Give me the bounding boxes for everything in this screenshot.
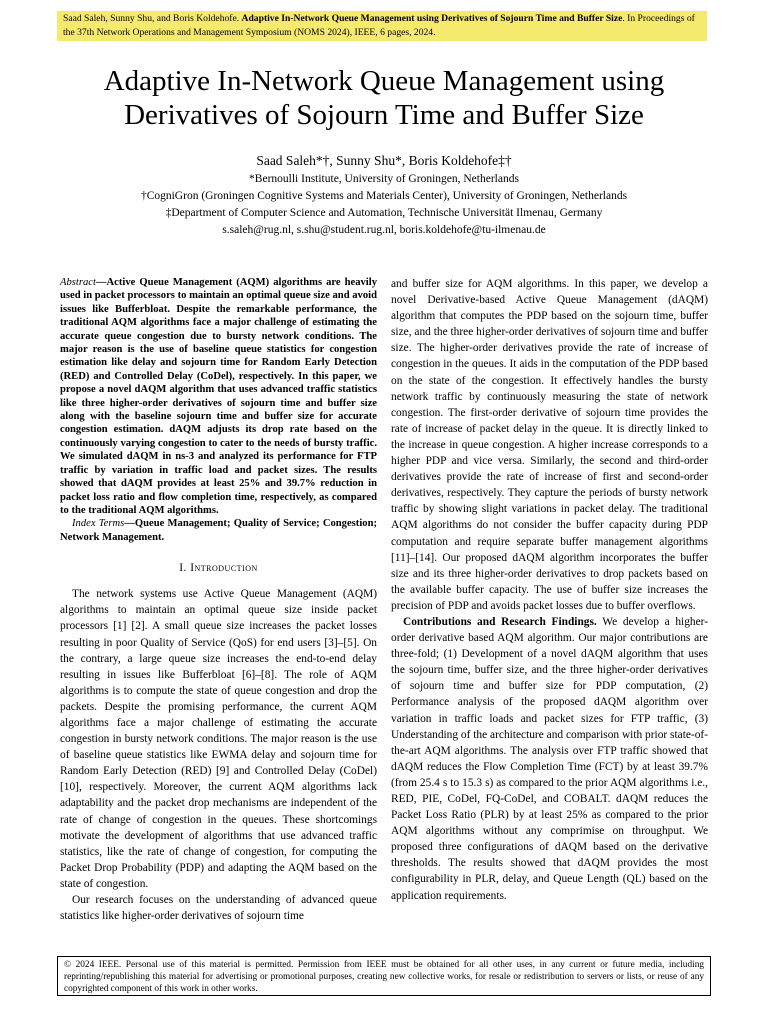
affiliation-bernoulli: *Bernoulli Institute, University of Groningen, Netherlands bbox=[249, 173, 519, 185]
intro-paragraph-1: The network systems use Active Queue Management (AQM) algorithms to maintain an optimal queue size inside packet processors [1] [2]. A small queue size increases the packet losses resulting in poor Quality of Service (QoS) for end users [3]–[5]. On the contrary, a large queue size increases the end-to-end delay resulting in issues like Bufferbloat [6]–[8]. The role of AQM algorithms is to compute the state of queue congestion and drop the packets. Despite the promising performance, the current AQM algorithms face a major challenge of estimating the accurate congestion in bursty network conditions. The major reason is the use of baseline queue statistics like EWMA delay and sojourn time for Random Early Detection (RED) [9] and Controlled Delay (CoDel) [10], respectively. Moreover, the current AQM algorithms lack adaptability and the packet drop mechanisms are independent of the rate of change of congestion in the queues. These shortcomings motivate the development of algorithms that use advanced traffic statistics, like the rate of change of congestion, for computing the Packet Drop Probability (PDP) and adapting the AQM based on the state of congestion. bbox=[60, 588, 377, 890]
contributions-paragraph bbox=[391, 614, 708, 904]
banner-venue: . In Proceedings of the 37th Network Operations and Management Symposium (NOMS 2024), IEEE, 6 pages, 2024. bbox=[63, 13, 695, 38]
index-terms-lead: Index Terms bbox=[72, 518, 125, 530]
intro-paragraph-2-left: Our research focuses on the understanding of advanced queue statistics like higher-order derivatives of sojourn time bbox=[60, 894, 377, 923]
affiliations bbox=[60, 171, 708, 239]
intro-paragraph-2-start bbox=[60, 892, 377, 924]
banner-title: Adaptive In-Network Queue Management using Derivatives of Sojourn Time and Buffer Size bbox=[241, 13, 623, 24]
affiliation-cognigron: †CogniGron (Groningen Cognitive Systems and Materials Center), University of Groningen, Netherlands bbox=[140, 190, 628, 202]
section-heading-introduction: I. Introduction bbox=[179, 562, 258, 575]
intro-paragraph-2-right: and buffer size for AQM algorithms. In this paper, we develop a novel Derivative-based Active Queue Management (dAQM) algorithm that computes the PDP based on the sojourn time, buffer size, and the three higher-order derivatives of sojourn time and buffer size. The higher-order derivatives provide the rate of increase of congestion in the queues. It aids in the computation of the PDP based on the state of the congestion. It effectively handles the bursty network traffic by continuously measuring the state of network congestion. The first-order derivative of sojourn time provides the rate of increase of packet delay in the queue. It is directly linked to the increase in queue congestion. A higher increase corresponds to a higher PDP and vice versa. Similarly, the second and third-order derivatives provide the rate of increase of first and second-order derivatives, respectively. They capture the periods of bursty network traffic by showing slight variations in packet delay. The traditional AQM algorithms do not consider the buffer capacity during PDP computation and require separate buffer management algorithms [11]–[14]. Our proposed dAQM algorithm incorporates the buffer size and its three higher-order derivatives to drop packets based on the available buffer capacity. The use of buffer size increases the precision of PDP and avoids packet losses due to buffer overflows. bbox=[391, 278, 708, 612]
abstract-text: —Active Queue Management (AQM) algorithms are heavily used in packet processors to maintain an optimal queue size and avoid issues like Bufferbloat. Despite the remarkable performance, the traditional AQM algorithms face a major challenge of estimating the accurate queue congestion due to bursty network conditions. The major reason is the use of baseline queue statistics for congestion estimation like delay and sojourn time for Random Early Detection (RED) and Controlled Delay (CoDel), respectively. In this paper, we propose a novel dAQM algorithm that uses advanced traffic statistics like three higher-order derivatives of sojourn time and buffer size along with the baseline sojourn time and buffer size for accurate congestion estimation. dAQM adjusts its drop rate based on the continuously varying congestion to cater to the needs of bursty traffic. We simulated dAQM in ns-3 and analyzed its performance for FTP traffic by variation in traffic load and packet sizes. The results showed that dAQM provides at least 25% and 39.7% reduction in packet loss ratio and flow completion time, respectively, as compared to the traditional AQM algorithms. bbox=[60, 277, 377, 516]
intro-paragraph-2-continued bbox=[391, 276, 708, 614]
affiliation-ilmenau: ‡Department of Computer Science and Automation, Technische Universität Ilmenau, Germany bbox=[165, 207, 603, 219]
author-emails: s.saleh@rug.nl, s.shu@student.rug.nl, boris.koldehofe@tu-ilmenau.de bbox=[222, 224, 546, 236]
title-line-2: Derivatives of Sojourn Time and Buffer Size bbox=[124, 99, 644, 131]
author-list: Saad Saleh*†, Sunny Shu*, Boris Koldehofe‡† bbox=[256, 153, 512, 168]
paper-title bbox=[60, 64, 708, 132]
contributions-text: We develop a higher-order derivative based AQM algorithm. Our major contributions are three-fold; (1) Development of a novel dAQM algorithm that uses the sojourn time, buffer size, and the three higher-order derivatives of sojourn time and buffer size for PDP computation, (2) Performance analysis of the proposed dAQM algorithm over variation in traffic loads and packet sizes for FTP traffic, (3) Understanding of the architecture and comparison with prior state-of-the-art AQM algorithms. The analysis over FTP traffic showed that dAQM reduces the Flow Completion Time (FCT) by at least 39.7% (from 25.4 s to 15.3 s) as compared to the prior AQM algorithms i.e., RED, PIE, CoDel, FQ-CoDel, and COBALT. dAQM reduces the Packet Loss Ratio (PLR) by at least 25% as compared to the prior AQM algorithms without any comprimise on throughput. We proposed three configurations of dAQM based on the derivative thresholds. The results showed that dAQM provides the most configurability in PLR, delay, and Queue Length (QL) based on the application requirements. bbox=[391, 615, 709, 902]
abstract-lead: Abstract bbox=[60, 277, 96, 288]
index-terms bbox=[60, 517, 377, 544]
banner-authors: Saad Saleh, Sunny Shu, and Boris Koldehofe. bbox=[63, 13, 240, 24]
citation-banner bbox=[57, 11, 707, 41]
left-column bbox=[60, 276, 377, 924]
title-line-1: Adaptive In-Network Queue Management using bbox=[103, 65, 665, 97]
contributions-lead: Contributions and Research Findings. bbox=[403, 615, 597, 628]
copyright-notice: © 2024 IEEE. Personal use of this material is permitted. Permission from IEEE must be obtained for all other uses, in any current or future media, including reprinting/republishing this material for advertising or promotional purposes, creating new collective works, for resale or redistribution to servers or lists, or reuse of any copyrighted component of this work in other works. bbox=[57, 956, 711, 996]
index-terms-text: —Queue Management; Quality of Service; Congestion; Network Management. bbox=[60, 518, 377, 543]
right-column bbox=[391, 276, 708, 904]
abstract bbox=[60, 276, 377, 517]
